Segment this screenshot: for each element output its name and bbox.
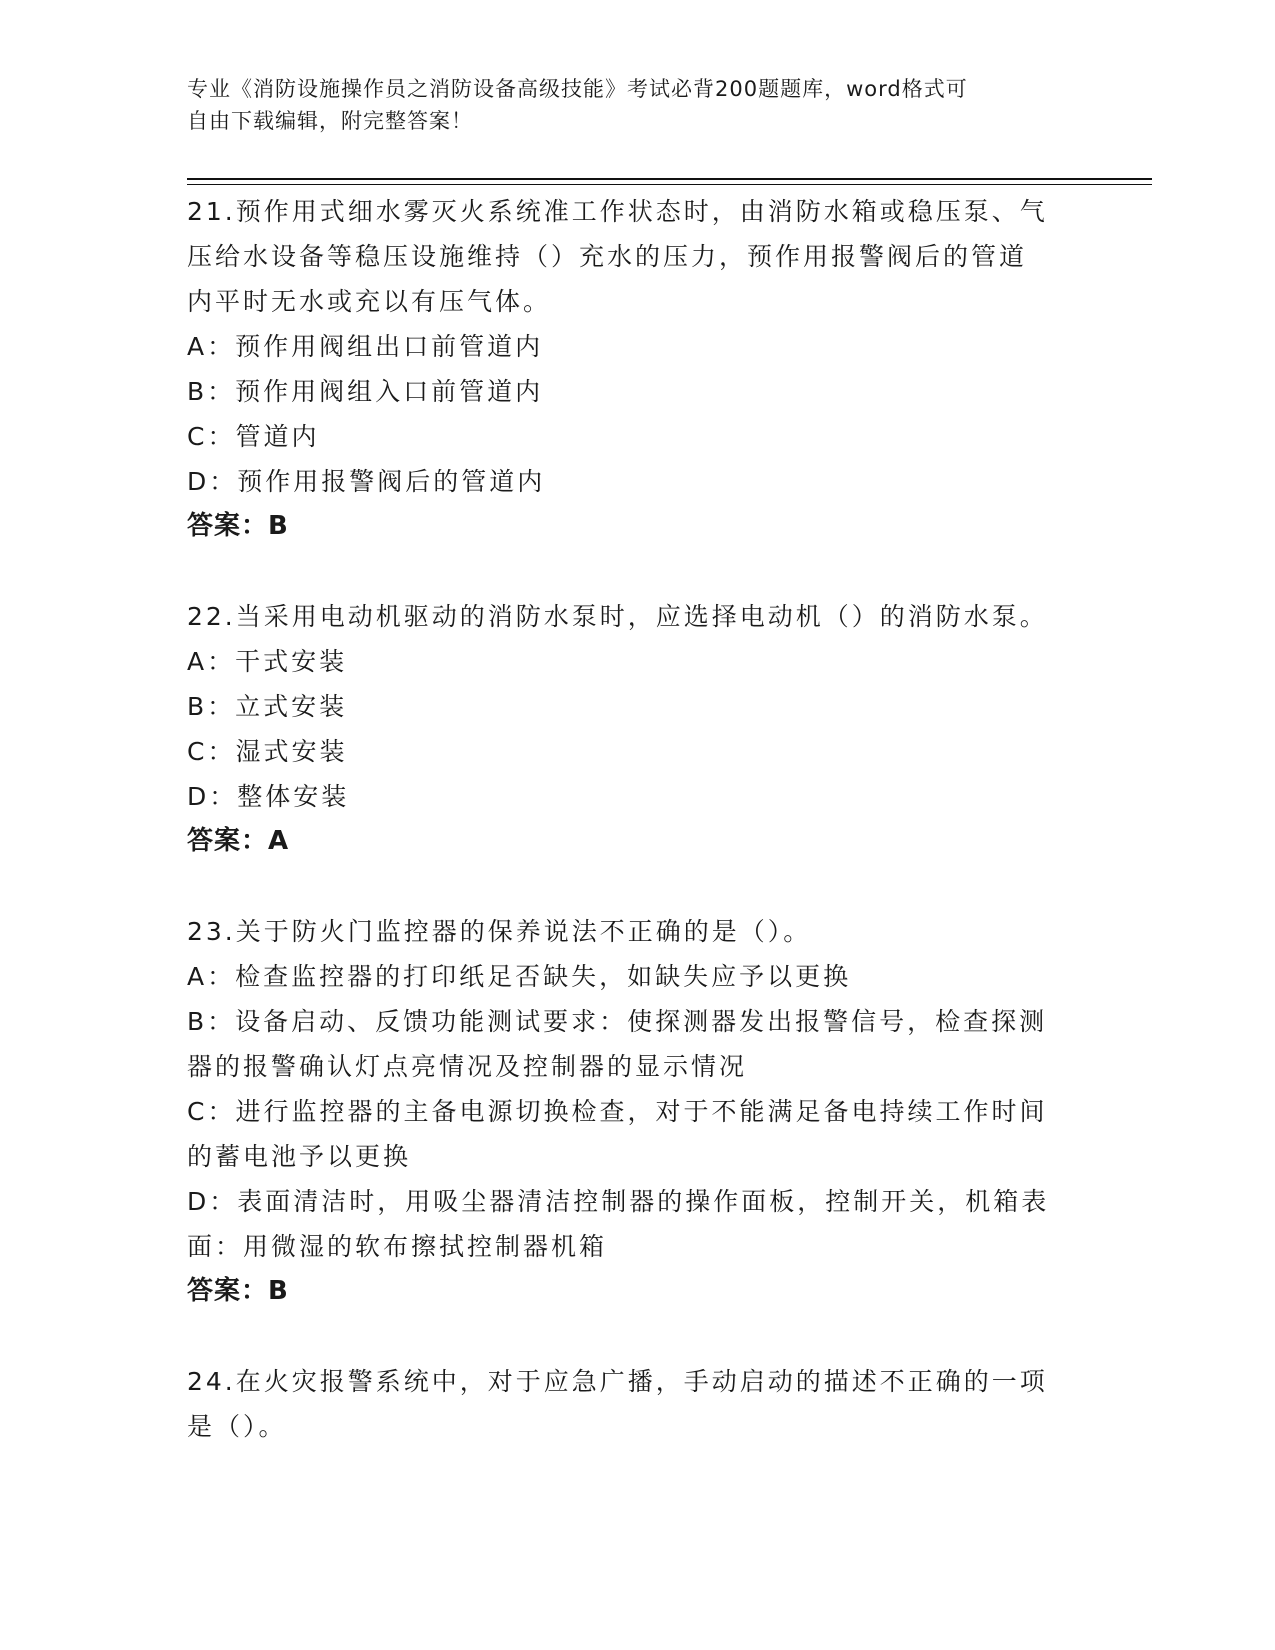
document-header (187, 73, 1067, 137)
question-block (187, 594, 1087, 864)
header-divider-thin (187, 184, 1152, 185)
question-option-line: B：预作用阀组入口前管道内 (187, 377, 544, 406)
question-stem-line: 是（）。 (187, 1412, 287, 1441)
header-divider-thick (187, 178, 1152, 180)
question-spacer (187, 549, 1087, 594)
question-stem-line: 压给水设备等稳压设施维持（）充水的压力，预作用报警阀后的管道 (187, 242, 1028, 271)
question-option-line: B：立式安装 (187, 692, 348, 721)
question-option-line: D：表面清洁时，用吸尘器清洁控制器的操作面板，控制开关，机箱表 (187, 1187, 1050, 1216)
question-spacer (187, 864, 1087, 909)
question-option-line: A：检查监控器的打印纸足否缺失，如缺失应予以更换 (187, 962, 852, 991)
question-stem-line: 24.在火灾报警系统中，对于应急广播，手动启动的描述不正确的一项 (187, 1367, 1048, 1396)
question-option-line: A：预作用阀组出口前管道内 (187, 332, 544, 361)
question-option-line: 面：用微湿的软布擦拭控制器机箱 (187, 1232, 608, 1261)
question-answer: 答案：A (187, 826, 290, 856)
header-title-line-2: 自由下载编辑，附完整答案！ (187, 109, 473, 133)
question-stem-line: 22.当采用电动机驱动的消防水泵时，应选择电动机（）的消防水泵。 (187, 602, 1048, 631)
question-option-line: A：干式安装 (187, 647, 348, 676)
question-option-line: 的蓄电池予以更换 (187, 1142, 412, 1171)
question-option-line: D：整体安装 (187, 782, 350, 811)
question-option-line: C：管道内 (187, 422, 320, 451)
question-stem-line: 内平时无水或充以有压气体。 (187, 287, 552, 316)
question-block (187, 189, 1087, 549)
question-option-line: C：湿式安装 (187, 737, 348, 766)
question-option-line: D：预作用报警阀后的管道内 (187, 467, 546, 496)
question-answer: 答案：B (187, 1276, 289, 1306)
question-option-line: 器的报警确认灯点亮情况及控制器的显示情况 (187, 1052, 748, 1081)
question-list (187, 189, 1087, 1449)
header-title-line-1: 专业《消防设施操作员之消防设备高级技能》考试必背200题题库，word格式可 (187, 77, 968, 101)
question-option-line: B：设备启动、反馈功能测试要求：使探测器发出报警信号，检查探测 (187, 1007, 1048, 1036)
question-answer: 答案：B (187, 511, 289, 541)
question-stem-line: 21.预作用式细水雾灭火系统准工作状态时，由消防水箱或稳压泵、气 (187, 197, 1048, 226)
question-block (187, 909, 1087, 1314)
question-spacer (187, 1314, 1087, 1359)
question-stem-line: 23.关于防火门监控器的保养说法不正确的是（）。 (187, 917, 812, 946)
question-option-line: C：进行监控器的主备电源切换检查，对于不能满足备电持续工作时间 (187, 1097, 1048, 1126)
question-block (187, 1359, 1087, 1449)
